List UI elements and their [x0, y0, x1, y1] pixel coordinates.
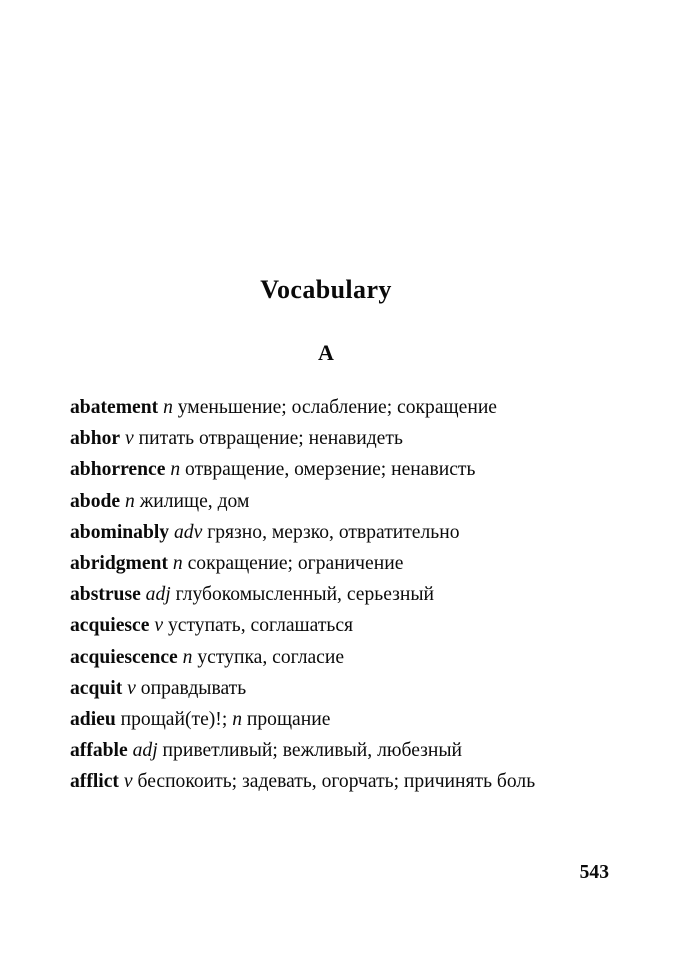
entry-gloss: приветливый; вежливый, любезный — [162, 740, 463, 762]
entry-gloss: жилище, дом — [139, 490, 250, 512]
vocabulary-entry — [70, 423, 586, 454]
entry-gloss: глубокомысленный, серьезный — [175, 584, 435, 606]
entry-gloss: уступать, соглашаться — [167, 615, 354, 637]
vocabulary-entry — [70, 454, 586, 485]
entry-part-of-speech: adj — [145, 584, 171, 606]
entry-part-of-speech: n — [182, 646, 193, 668]
entry-part-of-speech: adv — [174, 521, 203, 543]
entry-part-of-speech: v — [127, 677, 136, 699]
entry-headword: abhorrence — [70, 459, 166, 481]
vocabulary-entry — [70, 517, 586, 548]
entry-gloss: питать отвращение; ненавидеть — [138, 428, 403, 450]
entry-headword: affable — [70, 740, 128, 762]
entry-headword: abatement — [70, 397, 159, 418]
page-title: Vocabulary — [260, 275, 392, 304]
vocabulary-entry-list — [70, 392, 586, 798]
entry-gloss: беспокоить; задевать, огорчать; причинять боль — [137, 771, 536, 793]
section-letter-heading: A — [318, 340, 334, 365]
vocabulary-entry — [70, 392, 586, 423]
entry-headword: abode — [70, 490, 121, 512]
entry-part-of-speech: n — [172, 553, 183, 575]
entry-part-of-speech: n — [232, 709, 242, 731]
vocabulary-entry — [70, 642, 586, 673]
entry-gloss: прощание — [246, 709, 331, 731]
vocabulary-entry — [70, 673, 586, 704]
vocabulary-entry — [70, 579, 586, 610]
entry-headword: abominably — [70, 521, 170, 543]
entry-headword: abstruse — [70, 584, 141, 606]
entry-part-of-speech: n — [125, 490, 135, 512]
vocabulary-entry — [70, 486, 586, 517]
entry-headword: afflict — [70, 771, 119, 793]
entry-part-of-speech: v — [154, 615, 164, 637]
entry-headword: abridgment — [70, 553, 168, 575]
page-number: 543 — [579, 862, 609, 883]
entry-gloss: оправдывать — [140, 677, 247, 699]
vocabulary-entry — [70, 548, 586, 579]
entry-headword: acquit — [70, 677, 123, 699]
entry-gloss: уступка, согласие — [197, 646, 345, 668]
entry-part-of-speech: n — [170, 459, 181, 481]
entry-part-of-speech: adj — [132, 740, 158, 762]
entry-headword: abhor — [70, 428, 121, 450]
entry-part-of-speech: v — [123, 771, 133, 793]
vocabulary-entry — [70, 735, 586, 766]
entry-gloss: уменьшение; ослабление; сокращение — [177, 397, 497, 418]
vocabulary-entry — [70, 704, 586, 735]
entry-headword: acquiescence — [70, 646, 178, 668]
entry-gloss-leading: прощай(те)!; — [120, 709, 228, 731]
vocabulary-entry — [70, 610, 586, 641]
entry-gloss: грязно, мерзко, отвратительно — [207, 521, 460, 543]
entry-part-of-speech: n — [163, 397, 173, 418]
entry-gloss: сокращение; ограничение — [187, 553, 404, 575]
entry-headword: acquiesce — [70, 615, 150, 637]
entry-part-of-speech: v — [125, 428, 134, 450]
vocabulary-entry — [70, 766, 586, 797]
entry-headword: adieu — [70, 709, 116, 731]
entry-gloss: отвращение, омерзение; ненависть — [185, 459, 476, 481]
